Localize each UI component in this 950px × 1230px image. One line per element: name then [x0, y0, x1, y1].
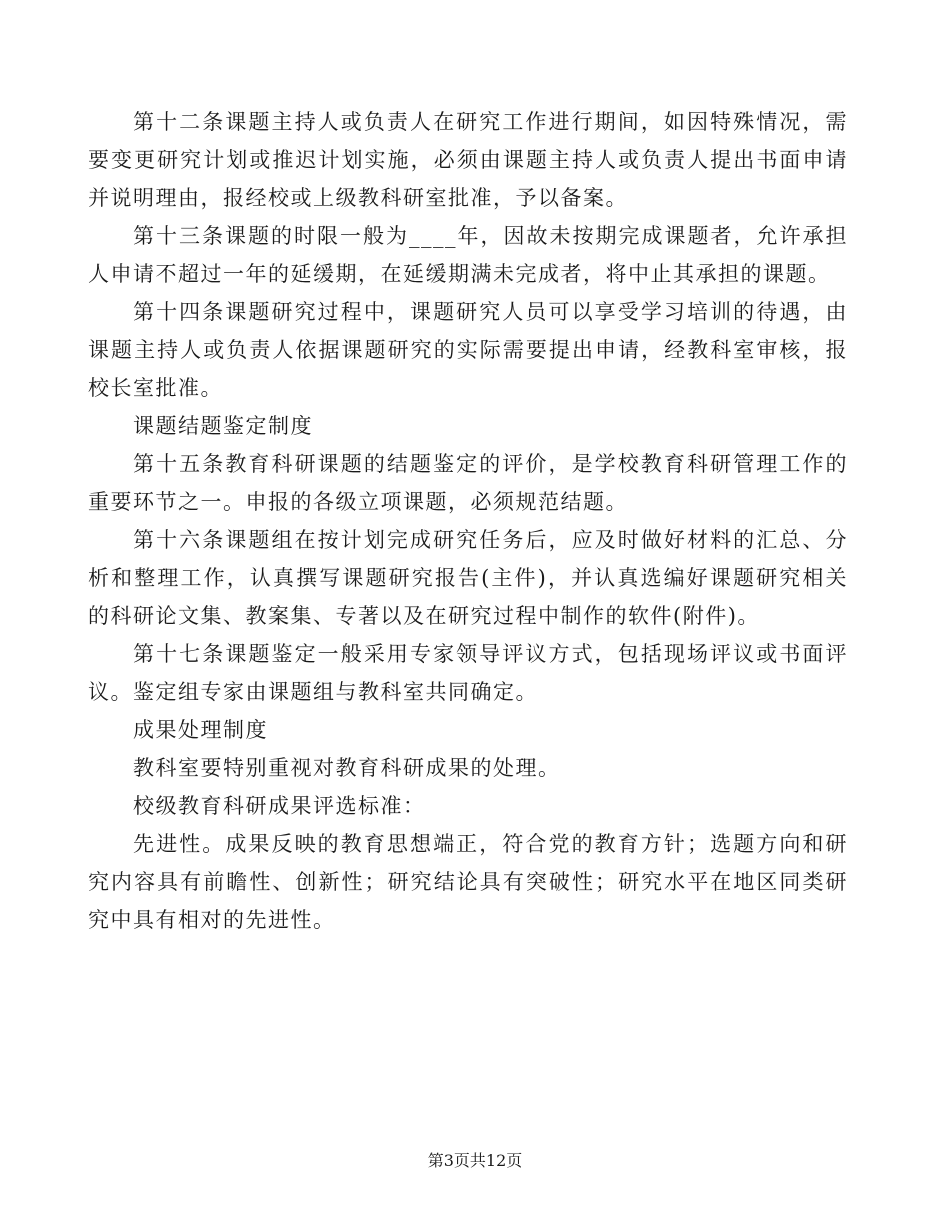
paragraph-evaluation-criteria-heading: 校级教育科研成果评选标准：: [133, 794, 426, 818]
paragraph-results-importance: 教科室要特别重视对教育科研成果的处理。: [133, 756, 561, 780]
paragraph-article-17: 第十七条课题鉴定一般采用专家领导评议方式，包括现场评议或书面评议。鉴定组专家由课题组与教科室共同确定。: [88, 642, 848, 704]
paragraph-article-15: 第十五条教育科研课题的结题鉴定的评价，是学校教育科研管理工作的重要环节之一。申报的各级立项课题，必须规范结题。: [88, 452, 848, 514]
paragraph-article-13: 第十三条课题的时限一般为____年，因故未按期完成课题者，允许承担人申请不超过一年的延缓期，在延缓期满未完成者，将中止其承担的课题。: [88, 224, 848, 286]
paragraph-article-16: 第十六条课题组在按计划完成研究任务后，应及时做好材料的汇总、分析和整理工作，认真撰写课题研究报告(主件)，并认真选编好课题研究相关的科研论文集、教案集、专著以及在研究过程中制作的软件(附件)。: [88, 528, 848, 628]
document-body: [88, 103, 848, 939]
section-heading-results-handling: 成果处理制度: [133, 718, 268, 742]
paragraph-article-12: 第十二条课题主持人或负责人在研究工作进行期间，如因特殊情况，需要变更研究计划或推迟计划实施，必须由课题主持人或负责人提出书面申请并说明理由，报经校或上级教科研室批准，予以备案。: [88, 110, 848, 210]
paragraph-advancedness-criterion: 先进性。成果反映的教育思想端正，符合党的教育方针；选题方向和研究内容具有前瞻性、创新性；研究结论具有突破性；研究水平在地区同类研究中具有相对的先进性。: [88, 832, 848, 932]
section-heading-conclusion-appraisal: 课题结题鉴定制度: [133, 414, 313, 438]
page-number-footer: 第3页共12页: [427, 1151, 523, 1170]
paragraph-article-14: 第十四条课题研究过程中，课题研究人员可以享受学习培训的待遇，由课题主持人或负责人依据课题研究的实际需要提出申请，经教科室审核，报校长室批准。: [88, 300, 848, 400]
